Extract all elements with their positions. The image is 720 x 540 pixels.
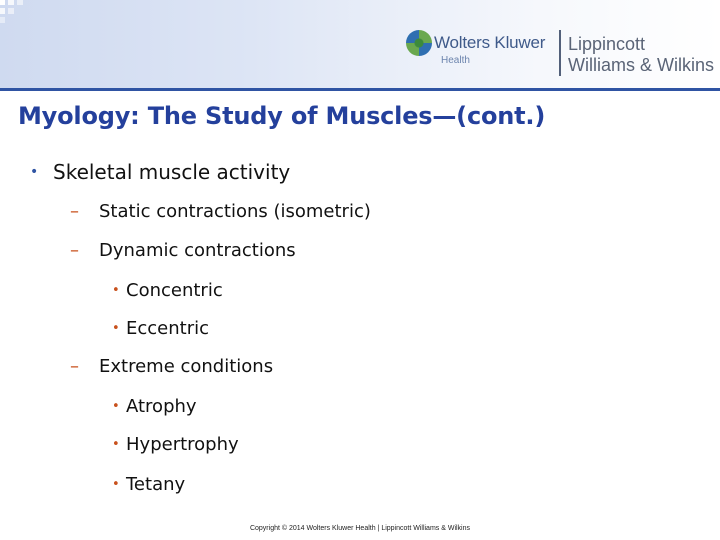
sub-sub-bullet-text: Eccentric	[126, 318, 210, 339]
bullet-dot-icon: •	[112, 399, 120, 414]
logo-line-1: Lippincott	[568, 34, 646, 54]
dash-icon: –	[70, 240, 79, 261]
bullet-dot-icon: •	[30, 164, 39, 180]
logo-sub: Health	[441, 55, 470, 66]
sub-sub-bullet-text: Atrophy	[126, 396, 197, 417]
sub-bullet-text: Dynamic contractions	[99, 240, 296, 261]
header-band	[0, 0, 720, 88]
logo-brand: Wolters Kluwer	[434, 33, 546, 52]
bullet-dot-icon: •	[112, 477, 120, 492]
sub-sub-bullet-text: Tetany	[126, 474, 186, 495]
bullet-dot-icon: •	[112, 283, 120, 298]
logo-line-2: Williams & Wilkins	[568, 55, 714, 75]
bullet-text: Skeletal muscle activity	[53, 160, 291, 184]
header-rule	[0, 88, 720, 91]
slide-title: Myology: The Study of Muscles—(cont.)	[18, 102, 546, 130]
logo-divider	[559, 30, 561, 76]
bullet-dot-icon: •	[112, 321, 120, 336]
bullet-dot-icon: •	[112, 437, 120, 452]
sub-sub-bullet-text: Concentric	[126, 280, 223, 301]
wolters-kluwer-globe-icon	[406, 30, 432, 56]
dash-icon: –	[70, 201, 79, 222]
sub-sub-bullet-text: Hypertrophy	[126, 434, 239, 455]
publisher-logo	[406, 28, 716, 80]
copyright-footer: Copyright © 2014 Wolters Kluwer Health | Lippincott Williams & Wilkins	[249, 525, 471, 532]
sub-bullet-text: Extreme conditions	[99, 356, 274, 377]
dash-icon: –	[70, 356, 79, 377]
sub-bullet-text: Static contractions (isometric)	[99, 201, 371, 222]
